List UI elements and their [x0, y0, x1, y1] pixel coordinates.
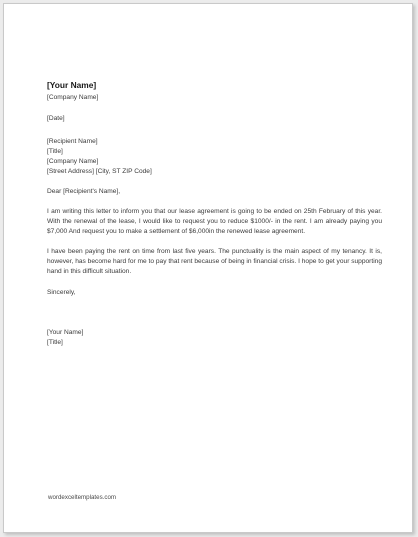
recipient-address: [Street Address] [City, ST ZIP Code]	[47, 167, 152, 175]
body-paragraph-1: I am writing this letter to inform you that our lease agreement is going to be ended on 25th February of this year. With the renewal of the lease, I would like to request you to reduce $1000/- in the rent. I am already paying you $7,000 And request you to make a settlement of $6,000in the renewed lease agreement.	[47, 208, 382, 236]
recipient-name: [Recipient Name]	[47, 137, 98, 145]
document-page	[3, 3, 413, 533]
signature-title: [Title]	[47, 338, 63, 346]
body-paragraph-2: I have been paying the rent on time from last five years. The punctuality is the main aspect of my tenancy. It is, however, has become hard for me to pay that rent because of being in financial crisis. I hope to get your supporting hand in this difficult situation.	[47, 248, 383, 275]
letter-body	[47, 80, 382, 348]
salutation: Dear [Recipient's Name],	[47, 188, 121, 196]
sender-company: [Company Name]	[47, 94, 99, 101]
signature-name: [Your Name]	[47, 328, 84, 336]
recipient-company: [Company Name]	[47, 157, 99, 165]
footer-website: wordexceltemplates.com	[48, 494, 117, 501]
letter-date: [Date]	[47, 114, 65, 122]
closing: Sincerely,	[47, 288, 76, 296]
recipient-title: [Title]	[47, 147, 63, 155]
sender-name: [Your Name]	[47, 80, 97, 90]
